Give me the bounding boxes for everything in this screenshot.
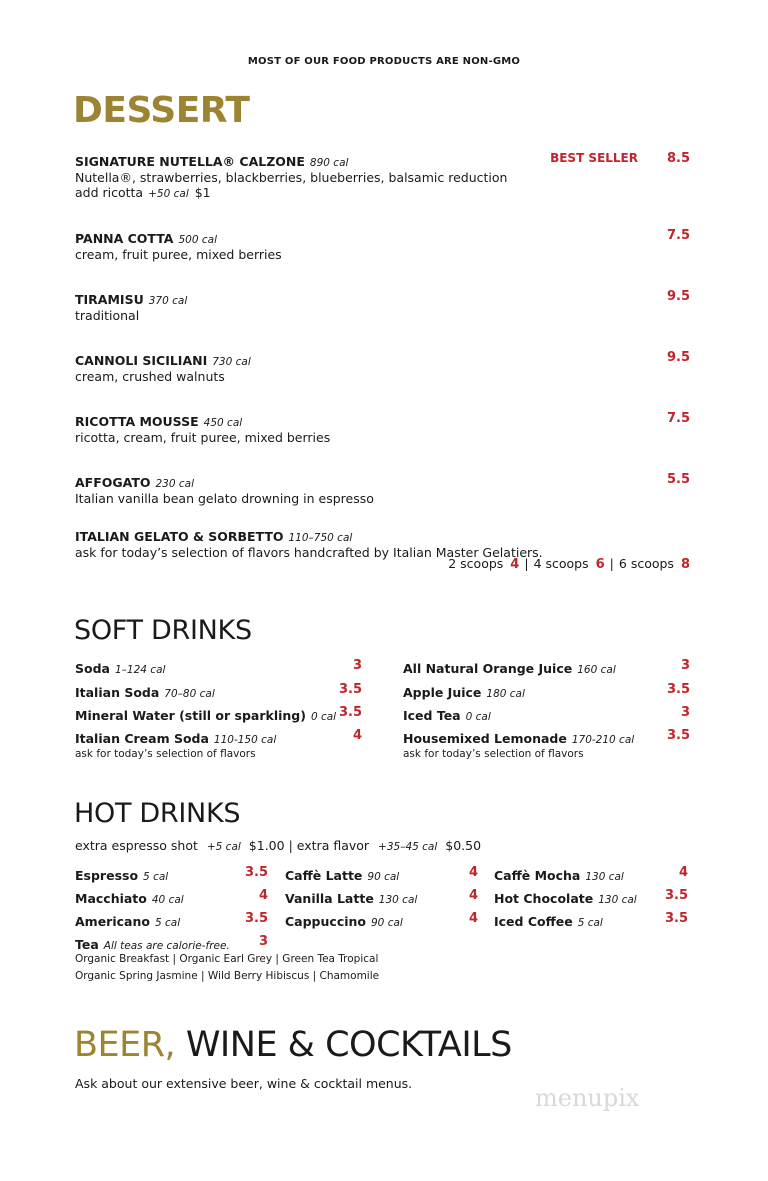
dessert-item-price: 8.5 — [666, 151, 690, 166]
dessert-item-description: traditional — [75, 308, 140, 323]
dessert-item-title-line — [75, 350, 690, 369]
tea-name: Tea — [75, 937, 99, 952]
extra-shot-price: $1.00 — [248, 838, 285, 853]
drink-price: 4 — [258, 888, 268, 903]
gelato-scoop-prices — [448, 556, 690, 572]
drink-name: Hot Chocolate — [494, 891, 594, 906]
dessert-item-name: SIGNATURE NUTELLA® CALZONE — [75, 154, 305, 169]
drink-note: ask for today’s selection of flavors — [75, 748, 256, 760]
dessert-item-title-line — [75, 289, 690, 308]
hot-drink-item — [494, 865, 688, 884]
drink-name: Caffè Mocha — [494, 868, 581, 883]
dessert-item-title-line — [75, 526, 690, 545]
soft-drink-item — [75, 705, 362, 724]
scoop-price: 4 — [510, 557, 520, 572]
dessert-item-name: ITALIAN GELATO & SORBETTO — [75, 529, 284, 544]
drink-cal: 90 cal — [367, 871, 400, 883]
drink-price: 4 — [468, 888, 478, 903]
drink-cal: 160 cal — [577, 664, 616, 676]
hot-drinks-heading: HOT DRINKS — [74, 798, 241, 829]
dessert-item-price: 5.5 — [666, 472, 690, 487]
drink-cal: 1–124 cal — [114, 664, 166, 676]
drink-name: Iced Coffee — [494, 914, 573, 929]
dessert-item-cal: 890 cal — [309, 157, 349, 169]
dessert-item-price: 7.5 — [666, 228, 690, 243]
menupix-watermark: menupix — [535, 1084, 640, 1112]
scoop-separator: | — [524, 556, 529, 571]
dessert-item-description: cream, crushed walnuts — [75, 369, 225, 384]
dessert-item — [75, 350, 690, 384]
dessert-item-description: ask for today’s selection of flavors handcrafted by Italian Master Gelatiers. — [75, 545, 543, 560]
drink-cal: 70–80 cal — [164, 688, 215, 700]
scoop-separator: | — [609, 556, 614, 571]
dessert-item-cal: 450 cal — [203, 417, 243, 429]
hot-drink-item — [494, 911, 688, 930]
drink-name: Italian Cream Soda — [75, 731, 209, 746]
dessert-item-price: 7.5 — [666, 411, 690, 426]
drink-price: 4 — [678, 865, 688, 880]
non-gmo-notice: MOST OF OUR FOOD PRODUCTS ARE NON-GMO — [247, 56, 521, 67]
drink-cal: 0 cal — [310, 711, 337, 723]
scoop-label: 2 scoops — [448, 556, 504, 571]
drink-price: 3.5 — [338, 705, 362, 720]
soft-drinks-heading: SOFT DRINKS — [74, 615, 252, 646]
drink-cal: 180 cal — [486, 688, 525, 700]
dessert-item-cal: 500 cal — [178, 234, 217, 246]
drink-name: Vanilla Latte — [285, 891, 374, 906]
dessert-item-cal: 230 cal — [155, 478, 195, 490]
drink-price: 4 — [468, 911, 478, 926]
hot-drink-item — [75, 865, 268, 884]
drink-cal: 0 cal — [465, 711, 491, 723]
extra-shot-label: extra espresso shot — [75, 838, 198, 853]
dessert-item-title-line — [75, 228, 690, 247]
drink-cal: 90 cal — [371, 917, 403, 929]
scoop-label: 6 scoops — [618, 556, 674, 571]
dessert-item — [75, 228, 690, 262]
drink-price: 3.5 — [666, 682, 690, 697]
hot-drink-item — [75, 911, 268, 930]
dessert-item-description: ricotta, cream, fruit puree, mixed berries — [75, 430, 331, 445]
drink-price: 3 — [352, 658, 362, 673]
dessert-heading: DESSERT — [73, 90, 250, 131]
hot-drink-item — [285, 911, 478, 930]
scoop-price: 6 — [595, 557, 605, 572]
dessert-item — [75, 289, 690, 323]
dessert-item-name: RICOTTA MOUSSE — [75, 414, 199, 429]
drink-cal: 130 cal — [585, 871, 624, 883]
dessert-item — [75, 526, 690, 560]
dessert-item-name: TIRAMISU — [75, 292, 144, 307]
tea-varieties-1: Organic Breakfast | Organic Earl Grey | Green Tea Tropical — [75, 953, 379, 965]
drink-name: Macchiato — [75, 891, 147, 906]
drink-name: Caffè Latte — [285, 868, 363, 883]
tea-varieties-2: Organic Spring Jasmine | Wild Berry Hibiscus | Chamomile — [75, 970, 380, 982]
dessert-item-title-line — [75, 472, 690, 491]
dessert-item — [75, 472, 690, 506]
drink-name: Soda — [75, 661, 110, 676]
drink-cal: 5 cal — [577, 917, 603, 929]
drink-price: 3 — [680, 658, 690, 673]
dessert-item-addon — [75, 185, 690, 200]
drink-price: 4 — [468, 865, 478, 880]
drink-price: 3.5 — [244, 911, 268, 926]
beer-heading-rest: WINE & COCKTAILS — [185, 1025, 512, 1065]
drink-cal: 40 cal — [151, 894, 184, 906]
addon-price: $1 — [194, 185, 211, 200]
beer-wine-heading — [74, 1025, 512, 1065]
tea-item — [75, 934, 268, 953]
drink-name: Italian Soda — [75, 685, 160, 700]
beer-heading-gold: BEER, — [74, 1025, 176, 1065]
dessert-item-price: 9.5 — [666, 289, 690, 304]
drink-price: 3.5 — [666, 728, 690, 743]
dessert-item-description: Nutella®, strawberries, blackberries, blueberries, balsamic reduction — [75, 170, 508, 185]
extra-flavor-cal: +35–45 cal — [378, 841, 438, 853]
drink-name: Iced Tea — [403, 708, 461, 723]
addon-cal: +50 cal — [148, 188, 189, 200]
dessert-item-description: Italian vanilla bean gelato drowning in espresso — [75, 491, 374, 506]
soft-drink-item — [403, 728, 690, 760]
tea-note: All teas are calorie-free. — [103, 940, 230, 952]
dessert-item-cal: 370 cal — [148, 295, 188, 307]
extra-flavor-price: $0.50 — [445, 838, 482, 853]
dessert-item-name: PANNA COTTA — [75, 231, 174, 246]
hot-drinks-extras — [75, 838, 481, 853]
drink-price: 3 — [680, 705, 690, 720]
beer-wine-description: Ask about our extensive beer, wine & cocktail menus. — [75, 1076, 413, 1091]
separator: | — [288, 838, 293, 853]
dessert-item-title-line — [75, 411, 690, 430]
drink-cal: 130 cal — [378, 894, 418, 906]
soft-drink-item — [75, 682, 362, 701]
drink-price: 3.5 — [338, 682, 362, 697]
soft-drink-item — [403, 658, 690, 677]
drink-name: Housemixed Lemonade — [403, 731, 567, 746]
extra-shot-cal: +5 cal — [206, 841, 241, 853]
hot-drink-item — [494, 888, 688, 907]
hot-drink-item — [285, 865, 478, 884]
drink-name: Espresso — [75, 868, 139, 883]
dessert-item-name: CANNOLI SICILIANI — [75, 353, 208, 368]
soft-drink-item — [403, 705, 690, 724]
soft-drink-item — [403, 682, 690, 701]
drink-price: 4 — [352, 728, 362, 743]
drink-cal: 130 cal — [598, 894, 637, 906]
tea-price: 3 — [258, 934, 268, 949]
drink-name: Cappuccino — [285, 914, 366, 929]
drink-name: Mineral Water (still or sparkling) — [75, 708, 306, 723]
drink-price: 3.5 — [244, 865, 268, 880]
best-seller-badge: BEST SELLER — [550, 151, 638, 165]
drink-cal: 5 cal — [154, 917, 181, 929]
drink-price: 3.5 — [664, 911, 688, 926]
scoop-price: 8 — [680, 557, 690, 572]
drink-cal: 110-150 cal — [213, 734, 277, 746]
drink-name: All Natural Orange Juice — [403, 661, 573, 676]
soft-drink-item — [75, 658, 362, 677]
dessert-item — [75, 151, 690, 200]
drink-cal: 5 cal — [143, 871, 169, 883]
dessert-item — [75, 411, 690, 445]
dessert-item-description: cream, fruit puree, mixed berries — [75, 247, 282, 262]
drink-note: ask for today’s selection of flavors — [403, 748, 584, 760]
extra-flavor-label: extra flavor — [296, 838, 370, 853]
hot-drink-item — [285, 888, 478, 907]
drink-price: 3.5 — [664, 888, 688, 903]
dessert-item-name: AFFOGATO — [75, 475, 151, 490]
dessert-item-cal: 110–750 cal — [288, 532, 353, 544]
addon-label: add ricotta — [75, 185, 144, 200]
drink-name: Apple Juice — [403, 685, 482, 700]
soft-drink-item — [75, 728, 362, 760]
dessert-item-cal: 730 cal — [212, 356, 251, 368]
scoop-label: 4 scoops — [533, 556, 589, 571]
drink-name: Americano — [75, 914, 150, 929]
dessert-item-price: 9.5 — [666, 350, 690, 365]
drink-cal: 170-210 cal — [571, 734, 635, 746]
hot-drink-item — [75, 888, 268, 907]
